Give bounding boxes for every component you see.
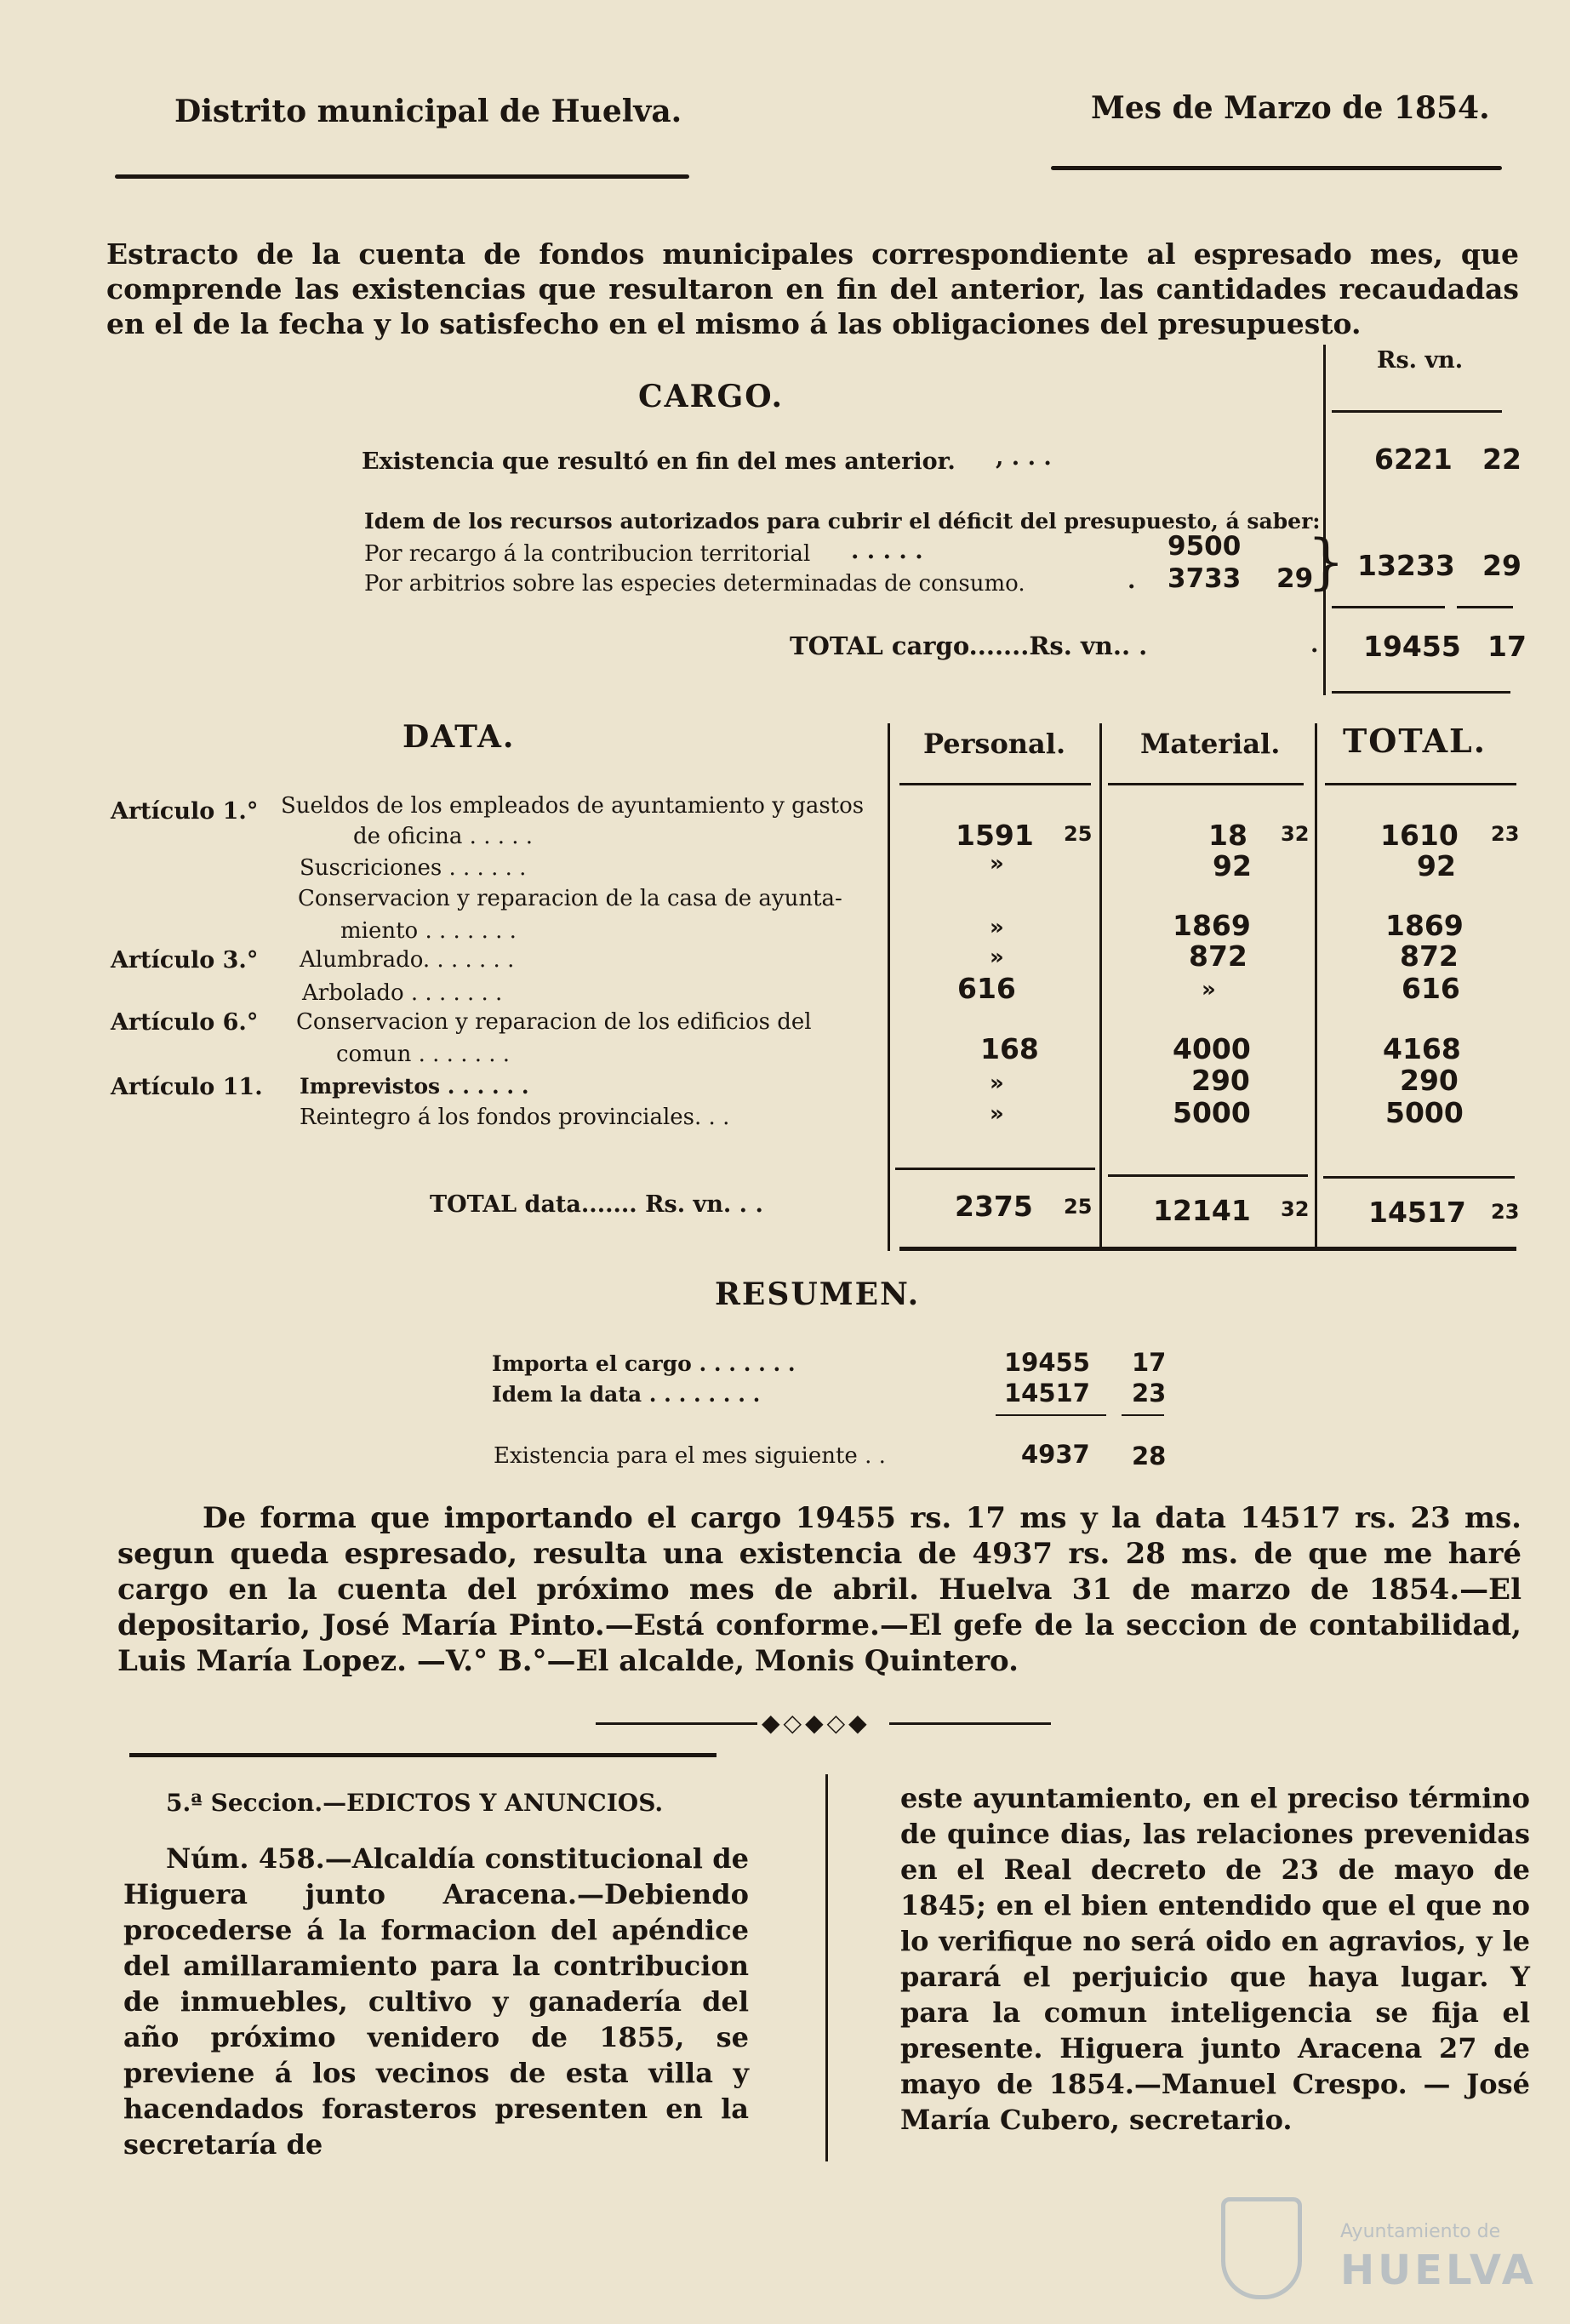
- section-column-divider: [825, 1774, 828, 2161]
- closing-paragraph: De forma que importando el cargo 19455 rs. 17 ms y la data 14517 rs. 23 ms. segun queda espresado, resulta una existencia de 4937 rs. 28 ms. de que me haré cargo en la cuenta del próximo mes de abril. Huelva 31 de marzo de 1854.—El depositario, José María Pinto.—Está conforme.—El gefe de la seccion de contabilidad, Luis María Lopez. —V.° B.°—El alcalde, Monis Quintero.: [117, 1501, 1521, 1678]
- recargo-label: Por recargo á la contribucion territorial: [364, 541, 811, 567]
- idem-recursos-label: Idem de los recursos autorizados para cubrir el déficit del presupuesto, á saber:: [364, 509, 1321, 534]
- row1-personal: 1591: [956, 819, 1034, 852]
- arbitrios-dots: .: [1128, 568, 1136, 594]
- row1-total-cents: 23: [1491, 822, 1520, 846]
- resumen-importa-label: Importa el cargo . . . . . . .: [492, 1351, 796, 1376]
- row1-personal-cents: 25: [1064, 822, 1093, 846]
- brace-icon: }: [1307, 527, 1345, 597]
- row5-concept: Arbolado . . . . . . .: [302, 980, 503, 1006]
- data-total-rule-2: [1108, 1174, 1308, 1177]
- row1-article: Artículo 1.°: [111, 798, 259, 825]
- notice-right-column: este ayuntamiento, en el preciso término de quince dias, las relaciones prevenidas en el Real decreto de 23 de mayo de 1845; en el bien entendido que el que no lo verifique no será oido en agravios, y le parará el perjuicio que haya lugar. Y para la comun inteligencia se fija el presente. Higuera junto Aracena 27 de mayo de 1854.—Manuel Crespo. — José María Cubero, secretario.: [900, 1782, 1530, 2136]
- recargo-dots: . . . . .: [851, 538, 923, 564]
- resumen-idem-cents: 23: [1132, 1379, 1167, 1408]
- cargo-sum-cents: 29: [1482, 549, 1521, 582]
- row6-total: 4168: [1383, 1032, 1461, 1065]
- row1-material: 18: [1208, 819, 1247, 852]
- resumen-importa-cents: 17: [1132, 1348, 1167, 1377]
- data-total-rule-1: [895, 1168, 1095, 1170]
- row2-total: 92: [1417, 849, 1456, 882]
- cargo-total-rule-left: [1332, 606, 1445, 608]
- data-header-rule-2: [1108, 783, 1304, 785]
- resumen-importa-value: 19455: [1004, 1348, 1090, 1377]
- ornament-icon: ◆◇◆◇◆: [762, 1709, 871, 1737]
- data-header-rule-1: [899, 783, 1091, 785]
- data-title: DATA.: [402, 719, 516, 755]
- header-personal: Personal.: [923, 728, 1066, 760]
- row7-material: 290: [1191, 1064, 1250, 1097]
- row7-personal: »: [990, 1071, 1004, 1096]
- watermark-line1: Ayuntamiento de: [1340, 2221, 1501, 2242]
- row5-total: 616: [1402, 972, 1460, 1005]
- row5-personal: 616: [957, 972, 1016, 1005]
- cargo-bottom-rule: [1332, 691, 1510, 694]
- row6-personal: 168: [980, 1032, 1039, 1065]
- recargo-value: 9500: [1168, 531, 1242, 562]
- row6-concept2: comun . . . . . . .: [336, 1042, 511, 1067]
- intro-paragraph: Estracto de la cuenta de fondos municipales correspondiente al espresado mes, que comprende las existencias que resultaron en fin del anterior, las cantidades recaudadas en el de la fecha y lo satisfecho en el mismo á las obligaciones del presupuesto.: [106, 237, 1519, 340]
- data-total-personal-cents: 25: [1064, 1195, 1093, 1219]
- row3-concept: Conservacion y reparacion de la casa de ayunta-: [298, 886, 842, 911]
- cargo-total-rule-right: [1457, 606, 1513, 608]
- data-total-material: 12141: [1153, 1194, 1251, 1227]
- data-total-rule-3: [1323, 1176, 1515, 1179]
- resumen-exist-cents: 28: [1132, 1442, 1167, 1470]
- section-top-rule: [129, 1753, 716, 1757]
- row2-material: 92: [1213, 849, 1252, 882]
- resumen-idem-value: 14517: [1004, 1379, 1090, 1408]
- cargo-title: CARGO.: [638, 379, 785, 414]
- cargo-sum-value: 13233: [1357, 549, 1455, 582]
- section-title: 5.ª Seccion.—EDICTOS Y ANUNCIOS.: [166, 1789, 664, 1817]
- resumen-exist-label: Existencia para el mes siguiente . .: [494, 1443, 886, 1469]
- data-total-total: 14517: [1368, 1196, 1466, 1229]
- header-material: Material.: [1140, 728, 1281, 760]
- row3-personal: »: [990, 915, 1004, 940]
- arbitrios-cents: 29: [1276, 563, 1314, 594]
- cargo-total-dot: .: [1310, 631, 1319, 658]
- row1-concept2: de oficina . . . . .: [353, 824, 534, 849]
- row4-total: 872: [1400, 939, 1459, 973]
- data-total-label: TOTAL data....... Rs. vn. . .: [430, 1191, 763, 1218]
- existencia-label: Existencia que resultó en fin del mes anterior.: [362, 448, 956, 475]
- cargo-divider-vertical: [1323, 345, 1326, 695]
- cargo-total-value: 19455: [1363, 630, 1461, 663]
- resumen-rule-1: [996, 1414, 1106, 1416]
- ornament-rule-right: [889, 1722, 1051, 1725]
- row3-total: 1869: [1385, 909, 1464, 942]
- row8-material: 5000: [1173, 1096, 1251, 1129]
- row6-material: 4000: [1173, 1032, 1251, 1065]
- row7-article: Artículo 11.: [111, 1074, 263, 1100]
- row6-article: Artículo 6.°: [111, 1009, 259, 1036]
- header-total: TOTAL.: [1343, 722, 1487, 760]
- row8-personal: »: [990, 1101, 1004, 1127]
- data-total-material-cents: 32: [1281, 1197, 1310, 1221]
- row1-total: 1610: [1380, 819, 1459, 852]
- row6-concept: Conservacion y reparacion de los edificios del: [296, 1009, 812, 1035]
- resumen-exist-value: 4937: [1021, 1440, 1090, 1469]
- row4-material: 872: [1189, 939, 1247, 973]
- row8-concept: Reintegro á los fondos provinciales. . .: [300, 1105, 730, 1130]
- resumen-title: RESUMEN.: [715, 1276, 921, 1312]
- cargo-column-header: Rs. vn.: [1377, 347, 1464, 374]
- shield-icon: [1221, 2197, 1302, 2299]
- notice-left-column: Núm. 458.—Alcaldía constitucional de Higuera junto Aracena.—Debiendo procederse á la formacion del apéndice del amillaramiento para la contribucion de inmuebles, cultivo y ganadería del año próximo venidero de 1855, se previene á los vecinos de esta villa y hacendados forasteros presenten en la secretaría de: [123, 1842, 749, 2161]
- watermark-line2: HUELVA: [1340, 2247, 1537, 2294]
- row2-personal: »: [990, 851, 1004, 876]
- row7-total: 290: [1400, 1064, 1459, 1097]
- row1-material-cents: 32: [1281, 822, 1310, 846]
- ornament-rule-left: [596, 1722, 757, 1725]
- arbitrios-label: Por arbitrios sobre las especies determinadas de consumo.: [364, 571, 1025, 597]
- ayuntamiento-watermark: [1221, 2197, 1537, 2304]
- data-total-total-cents: 23: [1491, 1200, 1520, 1224]
- month-heading: Mes de Marzo de 1854.: [1091, 90, 1490, 126]
- resumen-idem-label: Idem la data . . . . . . . .: [492, 1382, 761, 1407]
- cargo-total-label: TOTAL cargo.......Rs. vn.. .: [790, 631, 1148, 660]
- data-header-rule-3: [1325, 783, 1516, 785]
- cargo-header-rule: [1332, 410, 1502, 413]
- data-bottom-rule: [899, 1247, 1516, 1251]
- row7-concept: Imprevistos . . . . . .: [300, 1074, 529, 1099]
- district-heading: Distrito municipal de Huelva.: [174, 94, 682, 129]
- data-total-personal: 2375: [955, 1190, 1033, 1223]
- row8-total: 5000: [1385, 1096, 1464, 1129]
- row1-concept: Sueldos de los empleados de ayuntamiento y gastos: [281, 793, 865, 819]
- existencia-cents: 22: [1482, 443, 1521, 476]
- data-col-line-2: [1099, 723, 1102, 1251]
- row3-concept2: miento . . . . . . .: [340, 918, 517, 944]
- data-col-line-3: [1315, 723, 1317, 1251]
- resumen-rule-2: [1122, 1414, 1164, 1416]
- row5-material: »: [1202, 977, 1216, 1002]
- arbitrios-value: 3733: [1168, 563, 1242, 594]
- row3-material: 1869: [1173, 909, 1251, 942]
- row4-article: Artículo 3.°: [111, 947, 259, 974]
- existencia-value: 6221: [1374, 443, 1453, 476]
- data-col-line-1: [888, 723, 890, 1251]
- existencia-dots: , . . .: [996, 444, 1052, 471]
- header-rule-right: [1051, 166, 1502, 170]
- header-rule-left: [115, 174, 689, 179]
- cargo-total-cents: 17: [1487, 630, 1527, 663]
- row4-concept: Alumbrado. . . . . . .: [300, 947, 515, 973]
- row4-personal: »: [990, 945, 1004, 970]
- row2-concept: Suscriciones . . . . . .: [300, 855, 527, 881]
